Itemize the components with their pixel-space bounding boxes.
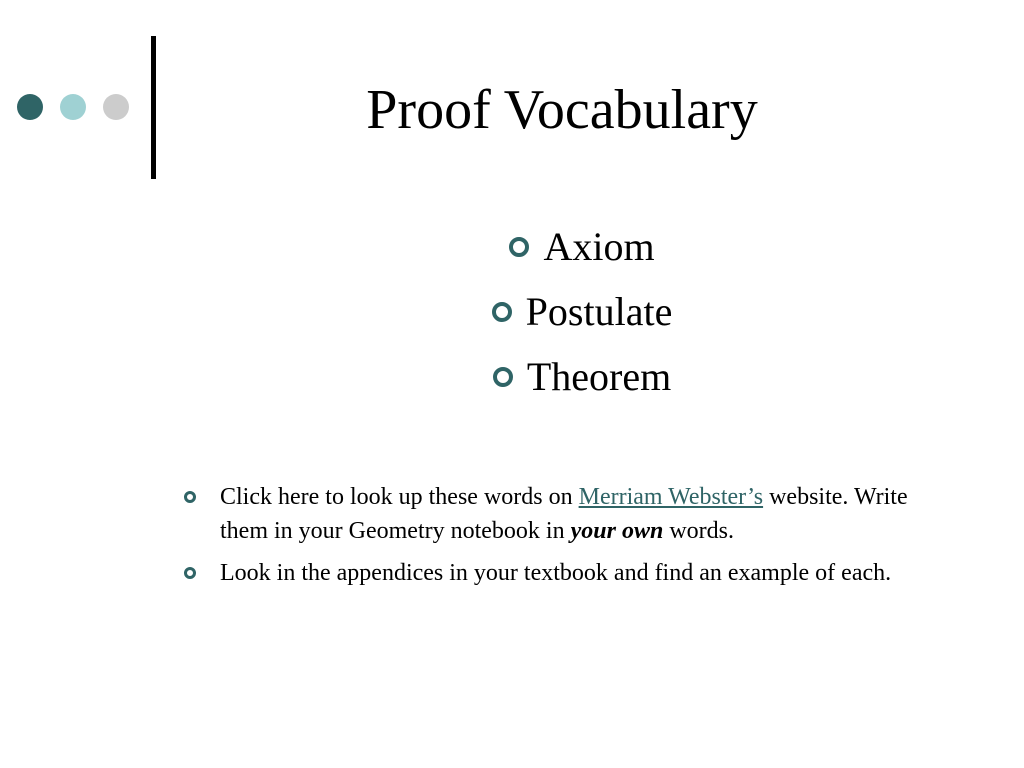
note-text: Look in the appendices in your textbook and find an example of each. bbox=[220, 560, 892, 586]
notes-list bbox=[180, 480, 940, 598]
note-item bbox=[180, 480, 940, 548]
ring-bullet-icon bbox=[509, 237, 529, 257]
term-item bbox=[160, 222, 1004, 272]
terms-list bbox=[160, 222, 1004, 417]
note-item bbox=[180, 556, 940, 590]
ring-bullet-icon bbox=[184, 567, 196, 579]
term-label: Postulate bbox=[525, 289, 673, 334]
note-text: website. Write them in your Geometry notebook in bbox=[220, 484, 908, 544]
title-divider bbox=[151, 36, 156, 179]
ring-bullet-icon bbox=[493, 367, 513, 387]
term-item bbox=[160, 352, 1004, 402]
ring-bullet-icon bbox=[184, 491, 196, 503]
note-text: Click here to look up these words on bbox=[220, 484, 579, 510]
light-dot-icon bbox=[60, 94, 86, 120]
note-text: words. bbox=[663, 518, 734, 544]
ring-bullet-icon bbox=[492, 302, 512, 322]
term-label: Axiom bbox=[543, 224, 655, 269]
slide-title: Proof Vocabulary bbox=[366, 79, 758, 141]
dark-dot-icon bbox=[17, 94, 43, 120]
term-label: Theorem bbox=[526, 354, 672, 399]
merriam-webster-link[interactable]: Merriam Webster’s bbox=[578, 484, 764, 510]
note-emphasis: your own bbox=[570, 518, 664, 544]
term-item bbox=[160, 287, 1004, 337]
gray-dot-icon bbox=[103, 94, 129, 120]
